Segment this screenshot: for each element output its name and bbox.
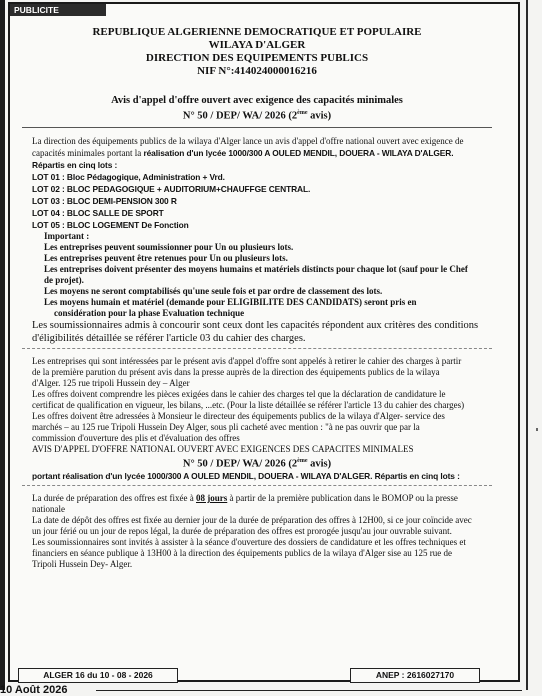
notice-number: N° 50 / DEP/ WA/ 2026 (2ème avis) — [182, 110, 332, 122]
advertisement-box — [8, 2, 520, 682]
deadline-line: un jour férié ou un jour de repos légal, la durée de préparation des offres est prorogée jusqu'au jour ouvrable suivant. — [32, 526, 452, 536]
important-item: de projet). — [44, 274, 84, 285]
divider — [22, 348, 492, 349]
lot-item: LOT 05 : BLOC LOGEMENT De Fonction — [32, 219, 189, 230]
lot-item: LOT 04 : BLOC SALLE DE SPORT — [32, 207, 164, 218]
edition-date: 10 Août 2026 — [0, 684, 68, 696]
republic-line: REPUBLIQUE ALGERIENNE DEMOCRATIQUE ET POPULAIRE — [92, 26, 422, 38]
lots-heading: Répartis en cinq lots : — [32, 159, 118, 170]
important-section — [32, 231, 482, 319]
intro-paragraph — [32, 136, 482, 171]
important-item: Les entreprises peuvent soumissionner pour Un ou plusieurs lots. — [44, 241, 294, 252]
lot-list — [32, 171, 482, 231]
notice-title — [32, 94, 482, 123]
right-column-border — [526, 0, 528, 690]
left-column-border — [0, 0, 5, 690]
admission-line: Les soumissionnaires admis à concourir sont ceux dont les capacités répondent aux critères des conditions — [32, 319, 479, 331]
notice-title-line: Avis d'appel d'offre ouvert avec exigence des capacités minimales — [111, 95, 403, 106]
ad-content — [32, 26, 482, 570]
documents-paragraph — [32, 389, 482, 411]
important-item: Les entreprises peuvent être retenues pour Un ou plusieurs lots. — [44, 252, 288, 263]
important-item: Les moyens ne seront comptabilisés qu'une seule fois et par ordre de classement des lots. — [44, 285, 383, 296]
important-label: Important : — [44, 230, 90, 241]
admission-line: d'éligibilités détaillée se référer l'article 03 du cahier des charges. — [32, 332, 306, 344]
important-item: Les moyens humain et matériel (demande pour ELIGIBILITE DES CANDIDATS) seront pris en — [44, 296, 417, 307]
submission-line: marchés – au 125 rue Tripoli Hussein Dey Alger, sous pli cacheté avec mention : "à ne pas ouvrir que par la — [32, 421, 420, 432]
deadlines-paragraph — [32, 493, 482, 570]
lot-item: LOT 03 : BLOC DEMI-PENSION 300 R — [32, 195, 177, 206]
margin-mark — [536, 428, 538, 431]
important-item: considération pour la phase Evaluation technique — [54, 307, 245, 318]
publication-date-box: ALGER 16 du 10 - 08 - 2026 — [18, 668, 178, 683]
submission-line: Les offres doivent être adressées à Monsieur le directeur des équipements publics de la wilaya d'Alger- service des — [32, 410, 445, 421]
documents-line: Les offres doivent comprendre les pièces exigées dans le cahier des charges tel que la déclaration de candidature le — [32, 388, 446, 399]
admission-paragraph — [32, 319, 482, 345]
deadline-line: Tripoli Hussein Dey- Alger. — [32, 559, 133, 569]
deadline-line: financiers en séance publique à 13H00 à la direction des équipements publics de la wilaya d'Alger sise au 125 rue de — [32, 548, 452, 558]
nif-line: NIF N°:414024000016216 — [197, 65, 317, 77]
withdrawal-line: Les entreprises qui sont intéressées par le présent avis d'appel d'offre sont appelés à retirer le cahier des charges à partir — [32, 355, 462, 366]
publicite-tag: PUBLICITE — [10, 4, 106, 16]
withdrawal-line: de la première parution du présent avis dans la presse auprès de la direction des équipements publics de la wilaya — [32, 366, 440, 377]
submission-paragraph — [32, 411, 482, 483]
issuer-header — [32, 26, 482, 78]
direction-line: DIRECTION DES EQUIPEMENTS PUBLICS — [145, 52, 369, 64]
divider — [22, 127, 492, 128]
wilaya-line: WILAYA D'ALGER — [208, 39, 306, 51]
lot-item: LOT 02 : BLOC PEDAGOGIQUE + AUDITORIUM+CHAUFFGE CENTRAL. — [32, 183, 311, 194]
deadline-line: La durée de préparation des offres est fixée à 08 jours à partir de la première publication dans le BOMOP ou la presse — [32, 493, 458, 503]
intro-line: capacités minimales portant la réalisation d'un lycée 1000/300 A OULED MENDIL, DOUERA - WILAYA D'ALGER. — [32, 147, 454, 158]
withdrawal-line: d'Alger. 125 rue tripoli Hussein dey – Alger — [32, 377, 190, 388]
ad-footer — [18, 668, 502, 682]
submission-line: portant réalisation d'un lycée 1000/300 A OULED MENDIL, DOUERA - WILAYA D'ALGER. Répartis en cinq lots : — [32, 471, 460, 481]
deadline-line: Les soumissionnaires sont invités à assister à la séance d'ouverture des dossiers de candidature et les offres techniques et — [32, 537, 466, 547]
documents-line: certificat de qualification en vigueur, les bilans, ...etc. (Pour la liste détaillée se référer l'article 13 du cahier des charges) — [32, 399, 465, 410]
divider — [22, 485, 492, 486]
submission-number: N° 50 / DEP/ WA/ 2026 (2ème avis) — [182, 457, 332, 469]
deadline-line: nationale — [32, 504, 65, 514]
deadline-line: La date de dépôt des offres est fixée au dernier jour de la durée de préparation des offres à 12H00, si ce jour coïncide avec — [32, 515, 472, 525]
submission-line: commission d'ouverture des plis et d'évaluation des offres — [32, 432, 240, 443]
bottom-rule — [96, 690, 522, 691]
lot-item: LOT 01 : Bloc Pédagogique, Administration + Vrd. — [32, 171, 225, 182]
withdrawal-paragraph — [32, 356, 482, 389]
submission-line: AVIS D'APPEL D'OFFRE NATIONAL OUVERT AVEC EXIGENCES DES CAPACITES MINIMALES — [32, 443, 414, 454]
important-item: Les entreprises doivent présenter des moyens humains et matériels distincts pour chaque lot (sauf pour le Chef — [44, 263, 468, 274]
intro-line: La direction des équipements publics de la wilaya d'Alger lance un avis d'appel d'offre national ouvert avec exigence de — [32, 135, 464, 146]
anep-reference-box: ANEP : 2616027170 — [350, 668, 480, 683]
